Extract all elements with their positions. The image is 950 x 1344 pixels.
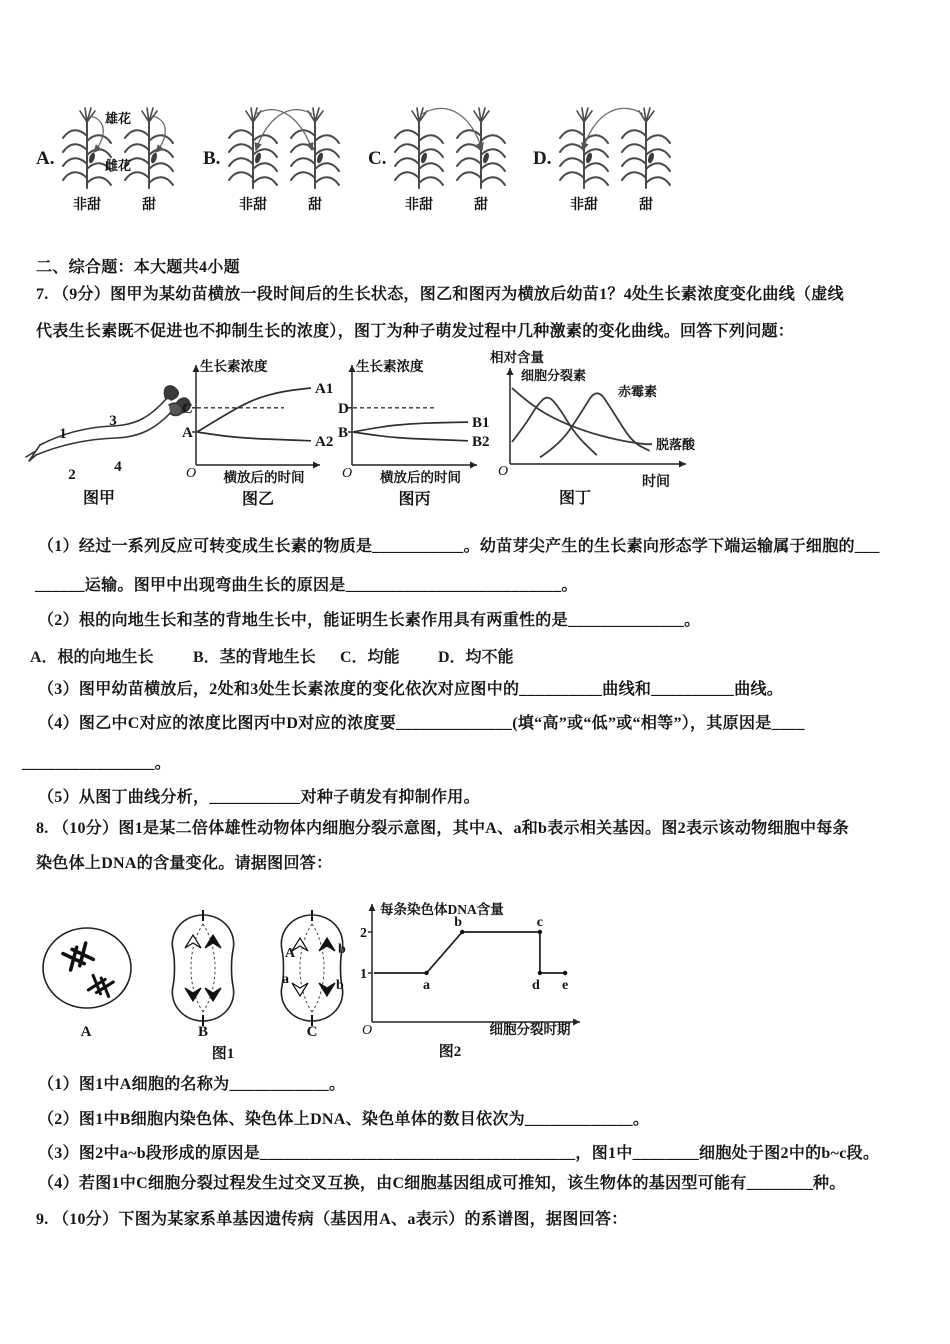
option-letter: D. (533, 148, 552, 169)
figure-bing (338, 355, 490, 513)
axis-arrow (470, 462, 477, 469)
q7-part5: （5）从图丁曲线分析，___________对种子萌发有抑制作用。 (38, 789, 480, 806)
gene-label: a (282, 972, 289, 987)
seedling-point-label: 3 (109, 413, 117, 429)
tassel-male-flower (474, 108, 489, 122)
axis-arrow (313, 462, 320, 469)
gene-label: A (285, 946, 296, 961)
q7-part3: （3）图甲幼苗横放后，2处和3处生长素浓度的变化依次对应图中的__________曲线和__________曲线。 (38, 681, 784, 698)
corn-plant-illustration (395, 108, 443, 188)
gene-label: b (336, 978, 344, 993)
axis-arrow (193, 365, 200, 372)
q8-stem-line-1: 8. （10分）图1是某二倍体雄性动物体内细胞分裂示意图，其中A、a和b表示相关基因。图2表示该动物细胞中每条 (36, 820, 849, 837)
figure-ding (490, 350, 710, 510)
cell-division-diagram (35, 900, 355, 1064)
x-axis-label: 细胞分裂时期 (489, 1022, 571, 1037)
y-mark-C: C (182, 400, 193, 417)
chromosome (319, 983, 335, 996)
y-axis-label: 每条染色体DNA含量 (380, 902, 504, 917)
auxin-chart-bing (338, 355, 490, 513)
q7-stem-line-1: 7. （9分）图甲为某幼苗横放一段时间后的生长状态，图乙和图丙为横放后幼苗1？4处生长素浓度变化曲线（虚线 (36, 286, 844, 303)
corn-plant-illustration (63, 108, 111, 188)
corn-cross-diagram (554, 104, 679, 214)
y-axis-label: 生长素浓度 (200, 359, 268, 374)
corn-plant-illustration (622, 108, 670, 188)
tassel-male-flower (639, 108, 654, 122)
corn-plant-illustration (229, 108, 277, 188)
chromosome (205, 988, 221, 1001)
q8-part-3: （3）图2中a~b段形成的原因是______________________________________，图1中________细胞处于图2中的b~c段。 (38, 1145, 880, 1162)
x-axis-label: 横放后的时间 (223, 470, 305, 485)
seedling-illustration (28, 383, 193, 511)
cell-a-membrane (43, 928, 131, 1008)
q7-part2: （2）根的向地生长和茎的背地生长中，能证明生长素作用具有两重性的是______________。 (38, 612, 701, 629)
q7-part1-line-2: ______运输。图甲中出现弯曲生长的原因是__________________________。 (35, 577, 578, 594)
chromosome (185, 935, 201, 948)
right-plant-label: 甜 (639, 198, 654, 213)
option-a (36, 104, 182, 214)
cell-letter: B (197, 1024, 209, 1040)
origin-label: O (342, 466, 353, 481)
tassel-male-flower (246, 108, 261, 122)
q7-part4-line-1: （4）图乙中C对应的浓度比图丙中D对应的浓度要______________(填“高”或“低”或“相等”），其原因是____ (38, 715, 805, 732)
seedling-point-label: 1 (59, 426, 67, 442)
q7-choice-c: C．均能 (340, 649, 400, 666)
curve-A2 (197, 432, 311, 441)
q7-choice-d: D．均不能 (438, 649, 514, 666)
cell-c-membrane (281, 915, 342, 1021)
axis-arrow (679, 461, 686, 468)
figure-jia (28, 383, 193, 511)
curve-label-gibberellin: 赤霉素 (618, 384, 658, 399)
corn-cross-diagram (57, 104, 182, 214)
bivalent-chromosomes (88, 975, 113, 996)
point-label-c: c (536, 915, 544, 930)
corn-plant-illustration (291, 108, 339, 188)
auxin-chart-yi (178, 355, 334, 513)
q8-part-2: （2）图1中B细胞内染色体、染色体上DNA、染色单体的数目依次为_____________。 (38, 1111, 650, 1128)
section-header: 二、综合题：本大题共4小题 (36, 259, 240, 276)
figure-caption: 图甲 (82, 490, 116, 507)
option-c (368, 104, 514, 214)
gene-label: b (338, 942, 346, 957)
x-axis-label: 横放后的时间 (380, 470, 461, 485)
figure-yi (178, 355, 334, 513)
left-plant-label: 非甜 (73, 198, 102, 213)
left-plant-label: 非甜 (570, 198, 599, 213)
male-flower-label: 雄花 (105, 111, 132, 126)
point-label-a: a (423, 978, 430, 993)
chromosome (292, 983, 308, 996)
q7-part1-line-1: （1）经过一系列反应可转变成生长素的物质是___________。幼苗芽尖产生的生长素向形态学下端运输属于细胞的___ (38, 538, 880, 555)
q7-choice-a: A．根的向地生长 (30, 649, 154, 666)
tassel-male-flower (142, 108, 157, 122)
figure-caption: 图2 (438, 1044, 462, 1060)
origin-label: O (362, 1023, 373, 1038)
q7-choice-b: B．茎的背地生长 (193, 649, 316, 666)
corn-plant-illustration (125, 108, 173, 188)
option-letter: A. (36, 148, 55, 169)
seedling-point-label: 4 (114, 459, 122, 475)
y-axis-label: 生长素浓度 (356, 359, 424, 374)
dna-content-line (374, 932, 565, 973)
cell-letter: C (306, 1024, 318, 1040)
axis-arrow (573, 1019, 580, 1026)
axis-arrow (349, 365, 356, 372)
curve-label-A1: A1 (315, 381, 334, 397)
axis-arrow (507, 368, 514, 375)
chromosome (185, 988, 201, 1001)
left-plant-label: 非甜 (405, 198, 434, 213)
curve-label-B2: B2 (472, 433, 490, 450)
y-mark-B: B (338, 425, 349, 441)
origin-label: O (498, 464, 509, 479)
point-label-e: e (561, 978, 569, 993)
cell-letter: A (80, 1024, 92, 1040)
q7-stem-line-2: 代表生长素既不促进也不抑制生长的浓度），图丁为种子萌发过程中几种激素的变化曲线。回答下列问题： (36, 323, 795, 340)
y-axis-label: 相对含量 (490, 350, 544, 365)
figure-2-chart (358, 896, 593, 1064)
tassel-male-flower (412, 108, 427, 122)
point-label-d: d (532, 978, 540, 993)
option-letter: B. (203, 148, 221, 169)
origin-label: O (186, 466, 197, 481)
corn-cross-diagram (223, 104, 348, 214)
q9-stem: 9. （10分）下图为某家系单基因遗传病（基因用A、a表示）的系谱图，据图回答： (36, 1211, 628, 1228)
q8-part-4: （4）若图1中C细胞分裂过程发生过交叉互换，由C细胞基因组成可推知，该生物体的基因型可能有________种。 (38, 1175, 846, 1192)
right-plant-label: 甜 (308, 198, 323, 213)
option-letter: C. (368, 148, 387, 169)
spindle-fibers (300, 924, 324, 1012)
pollination-arrow (152, 116, 165, 152)
curve-label-abscisic-acid: 脱落酸 (656, 437, 696, 452)
female-flower-label: 雌花 (105, 158, 132, 173)
option-d (533, 104, 679, 214)
curve-B1 (353, 422, 468, 432)
y-tick: 1 (360, 967, 367, 982)
curve-赤霉素 (540, 393, 650, 457)
right-plant-label: 甜 (142, 198, 157, 213)
bivalent-chromosomes (63, 943, 93, 970)
tassel-male-flower (308, 108, 323, 122)
cell-b-membrane (172, 915, 233, 1021)
curve-B2 (353, 432, 468, 441)
figure-caption: 图1 (211, 1046, 235, 1062)
q7-part4-line-2: ________________。 (22, 755, 172, 772)
left-plant-label: 非甜 (239, 198, 268, 213)
hormone-chart (490, 350, 710, 510)
dna-content-chart (358, 896, 593, 1064)
chromosome (205, 935, 221, 948)
pollination-arrow (90, 116, 103, 152)
figure-caption: 图丙 (398, 491, 431, 508)
curve-A1 (197, 388, 311, 432)
option-b (203, 104, 348, 214)
q8-part-1: （1）图1中A细胞的名称为____________。 (38, 1076, 346, 1093)
point-label-b: b (454, 915, 463, 930)
y-mark-D: D (338, 400, 349, 417)
tassel-male-flower (577, 108, 592, 122)
y-mark-A: A (182, 425, 193, 441)
seedling-point-label: 2 (68, 467, 76, 483)
figure-caption: 图丁 (558, 490, 592, 507)
axis-arrow (369, 904, 376, 911)
figure-caption: 图乙 (241, 491, 275, 508)
right-plant-label: 甜 (474, 198, 489, 213)
figure-1-cells (35, 900, 355, 1064)
curve-label-cytokinin: 细胞分裂素 (521, 368, 587, 383)
corn-cross-diagram (389, 104, 514, 214)
curve-label-A2: A2 (315, 433, 334, 450)
chromosome (319, 938, 335, 951)
y-tick: 2 (360, 926, 367, 941)
curve-label-B1: B1 (472, 415, 490, 432)
tassel-male-flower (80, 108, 95, 122)
x-axis-label: 时间 (642, 475, 670, 490)
q8-stem-line-2: 染色体上DNA的含量变化。请据图回答： (36, 855, 333, 872)
